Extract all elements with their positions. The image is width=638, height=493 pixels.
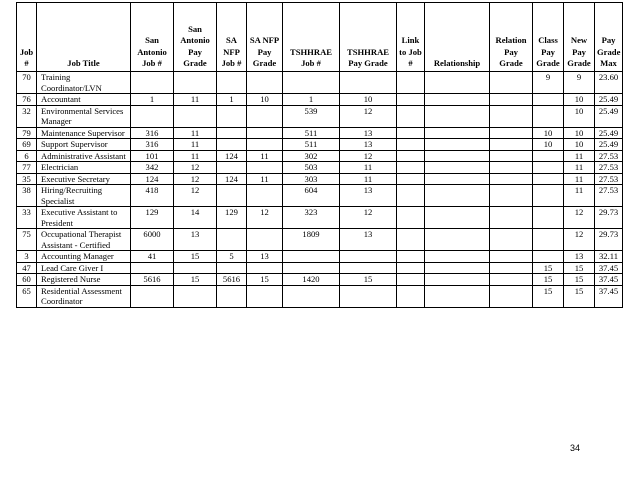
- cell-tsh-grade: [340, 72, 397, 94]
- table-row: [17, 173, 623, 185]
- cell-max: 29.73: [595, 207, 623, 229]
- cell-max: 37.45: [595, 285, 623, 307]
- column-header-max: Pay Grade Max: [595, 3, 623, 72]
- cell-max: 27.53: [595, 185, 623, 207]
- cell-nfp-grade: 10: [247, 94, 283, 106]
- cell-nfp-job: 5: [217, 251, 247, 263]
- column-header-job-no: Job #: [17, 3, 37, 72]
- cell-tsh-job: 1809: [283, 229, 340, 251]
- cell-max: 29.73: [595, 229, 623, 251]
- cell-relationship: [425, 139, 490, 151]
- cell-tsh-job: 1: [283, 94, 340, 106]
- cell-max: 23.60: [595, 72, 623, 94]
- cell-class-grade: 15: [533, 274, 564, 286]
- cell-sa-grade: [174, 262, 217, 274]
- cell-relationship: [425, 94, 490, 106]
- table-row: [17, 150, 623, 162]
- cell-sa-grade: 11: [174, 150, 217, 162]
- cell-title: Administrative Assistant: [37, 150, 131, 162]
- cell-rel-grade: [490, 173, 533, 185]
- cell-title: Residential Assessment Coordinator: [37, 285, 131, 307]
- cell-title: Environmental Services Manager: [37, 105, 131, 127]
- cell-max: 25.49: [595, 105, 623, 127]
- cell-rel-grade: [490, 274, 533, 286]
- cell-tsh-job: [283, 262, 340, 274]
- cell-relationship: [425, 150, 490, 162]
- cell-nfp-grade: [247, 285, 283, 307]
- cell-link: [397, 207, 425, 229]
- cell-new-grade: 11: [564, 162, 595, 174]
- cell-nfp-job: [217, 229, 247, 251]
- cell-sa-job: 41: [131, 251, 174, 263]
- cell-class-grade: 15: [533, 285, 564, 307]
- cell-tsh-grade: [340, 262, 397, 274]
- cell-rel-grade: [490, 72, 533, 94]
- cell-sa-grade: [174, 285, 217, 307]
- column-header-nfp-grade: SA NFP Pay Grade: [247, 3, 283, 72]
- cell-nfp-grade: 15: [247, 274, 283, 286]
- cell-sa-job: 124: [131, 173, 174, 185]
- cell-class-grade: [533, 207, 564, 229]
- table-row: [17, 207, 623, 229]
- cell-rel-grade: [490, 207, 533, 229]
- cell-sa-grade: 15: [174, 251, 217, 263]
- table-row: [17, 274, 623, 286]
- cell-relationship: [425, 127, 490, 139]
- cell-max: 37.45: [595, 262, 623, 274]
- table-row: [17, 127, 623, 139]
- cell-tsh-grade: 13: [340, 139, 397, 151]
- cell-link: [397, 185, 425, 207]
- cell-sa-job: 6000: [131, 229, 174, 251]
- cell-sa-job: [131, 285, 174, 307]
- cell-relationship: [425, 173, 490, 185]
- cell-rel-grade: [490, 229, 533, 251]
- cell-new-grade: 15: [564, 285, 595, 307]
- cell-relationship: [425, 251, 490, 263]
- cell-sa-job: 101: [131, 150, 174, 162]
- cell-sa-job: 342: [131, 162, 174, 174]
- cell-class-grade: [533, 173, 564, 185]
- cell-class-grade: [533, 251, 564, 263]
- cell-title: Hiring/Recruiting Specialist: [37, 185, 131, 207]
- cell-new-grade: 10: [564, 94, 595, 106]
- cell-class-grade: [533, 94, 564, 106]
- column-header-new-grade: New Pay Grade: [564, 3, 595, 72]
- cell-new-grade: 15: [564, 274, 595, 286]
- table-row: [17, 229, 623, 251]
- cell-nfp-job: [217, 139, 247, 151]
- cell-new-grade: 15: [564, 262, 595, 274]
- cell-nfp-job: 1: [217, 94, 247, 106]
- cell-sa-job: 418: [131, 185, 174, 207]
- cell-tsh-grade: 13: [340, 127, 397, 139]
- cell-nfp-job: [217, 72, 247, 94]
- cell-nfp-job: [217, 105, 247, 127]
- cell-link: [397, 173, 425, 185]
- cell-title: Accounting Manager: [37, 251, 131, 263]
- cell-relationship: [425, 162, 490, 174]
- cell-tsh-job: 604: [283, 185, 340, 207]
- cell-sa-grade: [174, 72, 217, 94]
- cell-rel-grade: [490, 127, 533, 139]
- cell-job-no: 6: [17, 150, 37, 162]
- cell-rel-grade: [490, 139, 533, 151]
- cell-class-grade: [533, 185, 564, 207]
- cell-job-no: 75: [17, 229, 37, 251]
- column-header-tsh-grade: TSHHRAE Pay Grade: [340, 3, 397, 72]
- cell-title: Occupational Therapist Assistant - Certified: [37, 229, 131, 251]
- cell-link: [397, 105, 425, 127]
- cell-class-grade: 10: [533, 139, 564, 151]
- cell-rel-grade: [490, 150, 533, 162]
- cell-nfp-job: [217, 285, 247, 307]
- column-header-relationship: Relationship: [425, 3, 490, 72]
- cell-nfp-grade: [247, 139, 283, 151]
- cell-title: Lead Care Giver I: [37, 262, 131, 274]
- cell-tsh-job: 511: [283, 127, 340, 139]
- cell-relationship: [425, 229, 490, 251]
- table-body: [17, 72, 623, 308]
- column-header-rel-grade: Relation Pay Grade: [490, 3, 533, 72]
- cell-title: Training Coordinator/LVN: [37, 72, 131, 94]
- cell-new-grade: 10: [564, 127, 595, 139]
- cell-job-no: 38: [17, 185, 37, 207]
- cell-nfp-job: 5616: [217, 274, 247, 286]
- cell-tsh-grade: 12: [340, 150, 397, 162]
- cell-nfp-grade: [247, 262, 283, 274]
- cell-relationship: [425, 262, 490, 274]
- cell-max: 27.53: [595, 173, 623, 185]
- cell-job-no: 3: [17, 251, 37, 263]
- cell-tsh-grade: 11: [340, 162, 397, 174]
- cell-relationship: [425, 274, 490, 286]
- cell-job-no: 79: [17, 127, 37, 139]
- cell-nfp-grade: [247, 127, 283, 139]
- table-row: [17, 162, 623, 174]
- cell-new-grade: 10: [564, 105, 595, 127]
- cell-title: Support Supervisor: [37, 139, 131, 151]
- cell-nfp-grade: [247, 229, 283, 251]
- cell-link: [397, 94, 425, 106]
- cell-tsh-grade: 15: [340, 274, 397, 286]
- table-row: [17, 251, 623, 263]
- table-header-row: [17, 3, 623, 72]
- cell-sa-grade: 12: [174, 173, 217, 185]
- cell-sa-job: 316: [131, 127, 174, 139]
- cell-new-grade: 11: [564, 185, 595, 207]
- table-row: [17, 94, 623, 106]
- cell-sa-grade: 11: [174, 139, 217, 151]
- cell-job-no: 32: [17, 105, 37, 127]
- cell-job-no: 70: [17, 72, 37, 94]
- cell-title: Maintenance Supervisor: [37, 127, 131, 139]
- cell-sa-grade: 12: [174, 162, 217, 174]
- cell-tsh-grade: 10: [340, 94, 397, 106]
- cell-rel-grade: [490, 162, 533, 174]
- cell-link: [397, 162, 425, 174]
- cell-tsh-job: 1420: [283, 274, 340, 286]
- column-header-link: Link to Job #: [397, 3, 425, 72]
- cell-sa-grade: [174, 105, 217, 127]
- cell-link: [397, 127, 425, 139]
- cell-nfp-grade: [247, 105, 283, 127]
- cell-tsh-grade: 11: [340, 173, 397, 185]
- cell-nfp-grade: [247, 185, 283, 207]
- cell-max: 37.45: [595, 274, 623, 286]
- cell-nfp-job: 124: [217, 173, 247, 185]
- cell-tsh-job: [283, 72, 340, 94]
- cell-sa-grade: 11: [174, 127, 217, 139]
- cell-tsh-job: 302: [283, 150, 340, 162]
- cell-max: 32.11: [595, 251, 623, 263]
- cell-nfp-job: [217, 262, 247, 274]
- cell-job-no: 33: [17, 207, 37, 229]
- cell-job-no: 69: [17, 139, 37, 151]
- cell-link: [397, 251, 425, 263]
- cell-class-grade: [533, 162, 564, 174]
- cell-class-grade: [533, 105, 564, 127]
- cell-tsh-job: 511: [283, 139, 340, 151]
- cell-max: 27.53: [595, 150, 623, 162]
- cell-new-grade: 10: [564, 139, 595, 151]
- cell-tsh-job: 539: [283, 105, 340, 127]
- cell-sa-grade: 15: [174, 274, 217, 286]
- cell-rel-grade: [490, 262, 533, 274]
- cell-max: 27.53: [595, 162, 623, 174]
- cell-relationship: [425, 285, 490, 307]
- column-header-sa-job: San Antonio Job #: [131, 3, 174, 72]
- cell-class-grade: 15: [533, 262, 564, 274]
- cell-link: [397, 229, 425, 251]
- column-header-class-grade: Class Pay Grade: [533, 3, 564, 72]
- cell-sa-grade: 14: [174, 207, 217, 229]
- cell-relationship: [425, 105, 490, 127]
- cell-link: [397, 72, 425, 94]
- column-header-tsh-job: TSHHRAE Job #: [283, 3, 340, 72]
- column-header-nfp-job: SA NFP Job #: [217, 3, 247, 72]
- cell-relationship: [425, 72, 490, 94]
- cell-rel-grade: [490, 285, 533, 307]
- cell-rel-grade: [490, 105, 533, 127]
- cell-job-no: 77: [17, 162, 37, 174]
- cell-sa-job: [131, 262, 174, 274]
- cell-new-grade: 12: [564, 229, 595, 251]
- cell-title: Registered Nurse: [37, 274, 131, 286]
- cell-sa-job: 5616: [131, 274, 174, 286]
- cell-sa-job: 129: [131, 207, 174, 229]
- cell-link: [397, 139, 425, 151]
- cell-nfp-job: [217, 127, 247, 139]
- cell-tsh-grade: 12: [340, 105, 397, 127]
- cell-relationship: [425, 185, 490, 207]
- cell-tsh-job: [283, 285, 340, 307]
- cell-relationship: [425, 207, 490, 229]
- cell-nfp-grade: 11: [247, 173, 283, 185]
- cell-tsh-job: 323: [283, 207, 340, 229]
- cell-job-no: 65: [17, 285, 37, 307]
- table-row: [17, 185, 623, 207]
- cell-link: [397, 262, 425, 274]
- cell-rel-grade: [490, 251, 533, 263]
- cell-sa-job: 316: [131, 139, 174, 151]
- cell-class-grade: 9: [533, 72, 564, 94]
- cell-new-grade: 9: [564, 72, 595, 94]
- cell-nfp-job: [217, 185, 247, 207]
- cell-max: 25.49: [595, 94, 623, 106]
- table-row: [17, 285, 623, 307]
- cell-link: [397, 150, 425, 162]
- page-number: 34: [570, 443, 581, 453]
- cell-nfp-grade: [247, 162, 283, 174]
- cell-title: Accountant: [37, 94, 131, 106]
- table-row: [17, 105, 623, 127]
- cell-nfp-grade: 13: [247, 251, 283, 263]
- cell-nfp-job: [217, 162, 247, 174]
- table-row: [17, 139, 623, 151]
- cell-link: [397, 274, 425, 286]
- cell-class-grade: [533, 229, 564, 251]
- column-header-sa-grade: San Antonio Pay Grade: [174, 3, 217, 72]
- cell-nfp-job: 124: [217, 150, 247, 162]
- column-header-title: Job Title: [37, 3, 131, 72]
- cell-job-no: 60: [17, 274, 37, 286]
- cell-class-grade: 10: [533, 127, 564, 139]
- cell-nfp-grade: 11: [247, 150, 283, 162]
- cell-nfp-grade: 12: [247, 207, 283, 229]
- cell-tsh-grade: 13: [340, 185, 397, 207]
- cell-sa-job: [131, 105, 174, 127]
- job-grade-table: [16, 2, 623, 308]
- cell-title: Electrician: [37, 162, 131, 174]
- cell-new-grade: 13: [564, 251, 595, 263]
- cell-sa-job: 1: [131, 94, 174, 106]
- cell-tsh-grade: 12: [340, 207, 397, 229]
- cell-sa-job: [131, 72, 174, 94]
- cell-class-grade: [533, 150, 564, 162]
- cell-tsh-job: [283, 251, 340, 263]
- cell-tsh-grade: [340, 285, 397, 307]
- cell-max: 25.49: [595, 127, 623, 139]
- cell-tsh-grade: [340, 251, 397, 263]
- cell-title: Executive Secretary: [37, 173, 131, 185]
- cell-title: Executive Assistant to President: [37, 207, 131, 229]
- cell-tsh-job: 303: [283, 173, 340, 185]
- cell-sa-grade: 13: [174, 229, 217, 251]
- cell-new-grade: 11: [564, 173, 595, 185]
- cell-sa-grade: 11: [174, 94, 217, 106]
- table-row: [17, 72, 623, 94]
- table-row: [17, 262, 623, 274]
- cell-job-no: 35: [17, 173, 37, 185]
- cell-new-grade: 12: [564, 207, 595, 229]
- cell-sa-grade: 12: [174, 185, 217, 207]
- cell-nfp-grade: [247, 72, 283, 94]
- cell-nfp-job: 129: [217, 207, 247, 229]
- cell-new-grade: 11: [564, 150, 595, 162]
- cell-tsh-grade: 13: [340, 229, 397, 251]
- cell-rel-grade: [490, 94, 533, 106]
- cell-tsh-job: 503: [283, 162, 340, 174]
- cell-rel-grade: [490, 185, 533, 207]
- cell-link: [397, 285, 425, 307]
- cell-job-no: 47: [17, 262, 37, 274]
- cell-job-no: 76: [17, 94, 37, 106]
- cell-max: 25.49: [595, 139, 623, 151]
